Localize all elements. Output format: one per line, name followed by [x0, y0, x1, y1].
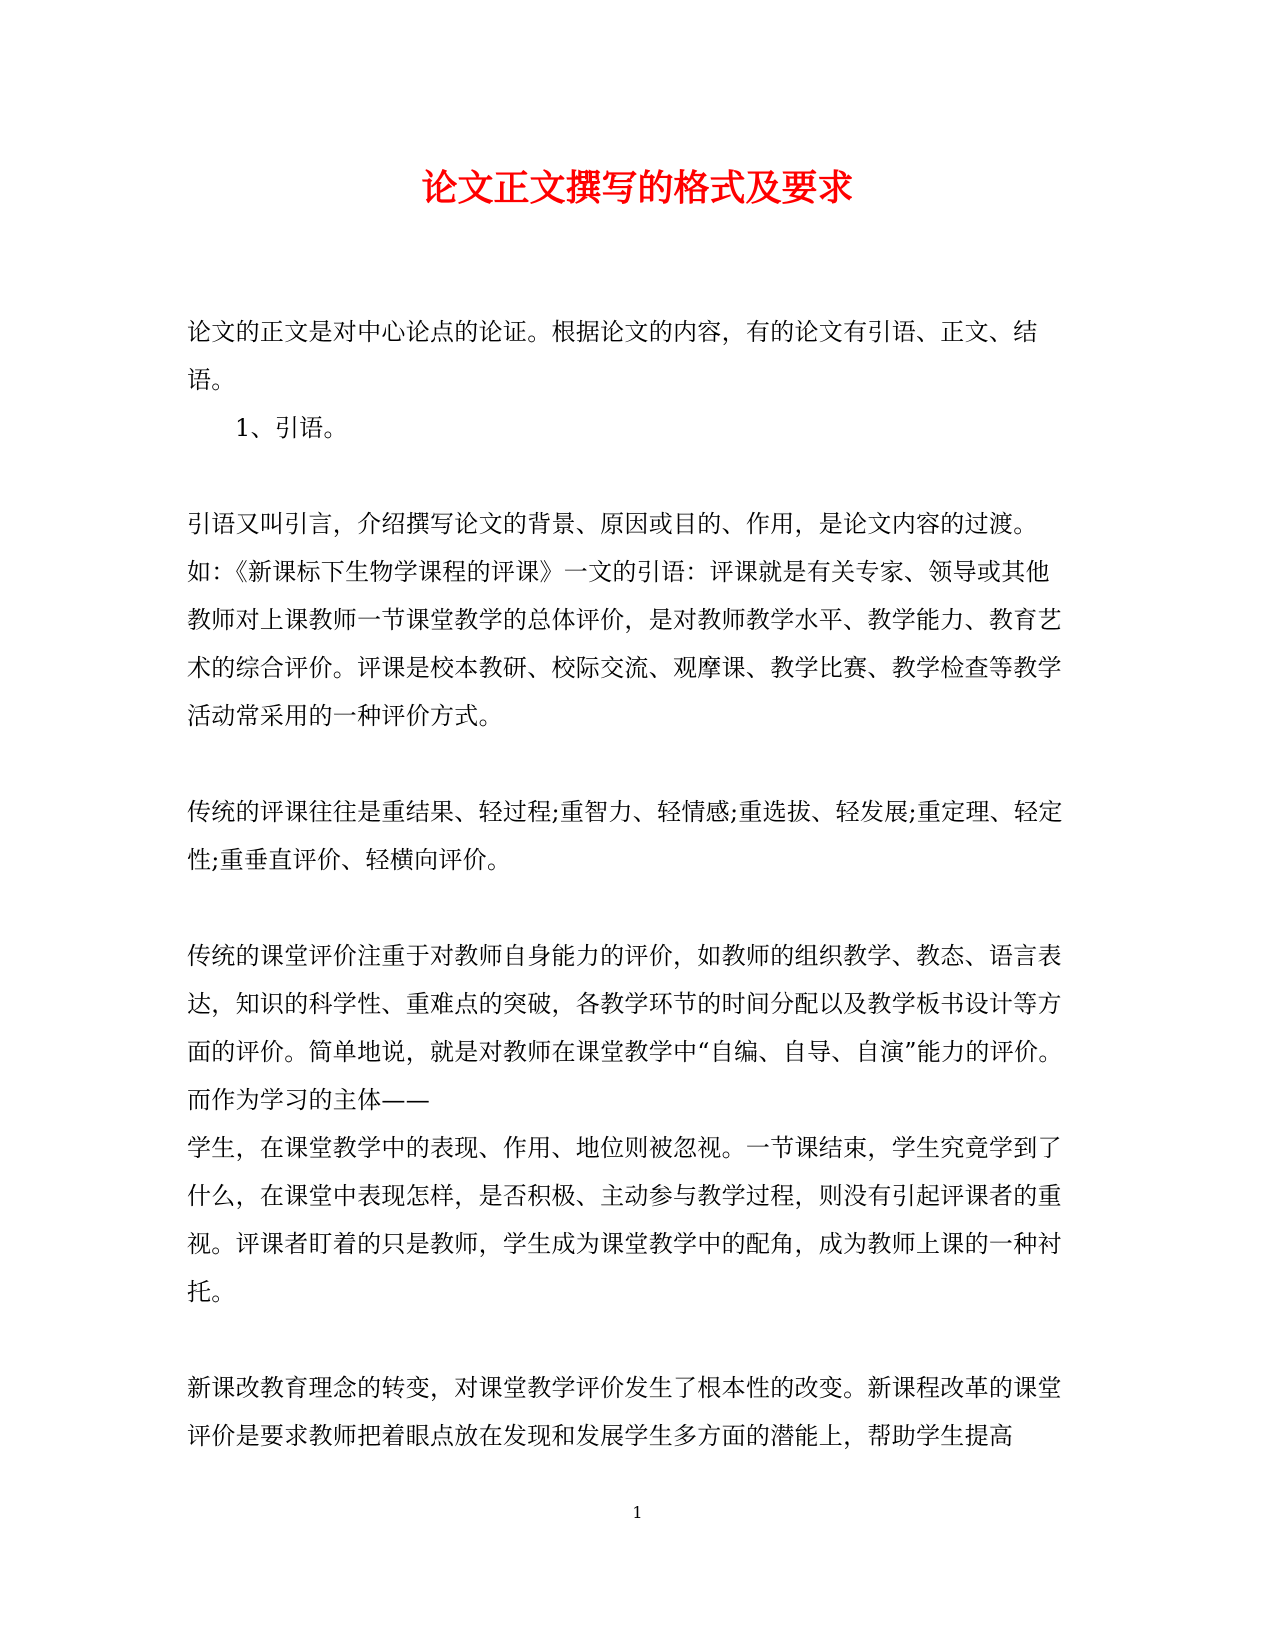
- paragraph-gap: [187, 740, 1067, 788]
- paragraph-heading-1: 1、引语。: [235, 414, 348, 442]
- paragraph-student-role: 学生，在课堂教学中的表现、作用、地位则被忽视。一节课结束，学生究竟学到了什么，在课堂中表现怎样，是否积极、主动参与教学过程，则没有引起评课者的重视。评课者盯着的只是教师，学生成为课堂教学中的配角，成为教师上课的一种衬托。: [187, 1134, 1062, 1306]
- paragraph-classroom-evaluation: 传统的课堂评价注重于对教师自身能力的评价，如教师的组织教学、教态、语言表达，知识的科学性、重难点的突破，各教学环节的时间分配以及教学板书设计等方面的评价。简单地说，就是对教师在课堂教学中“自编、自导、自演”能力的评价。而作为学习的主体——: [187, 942, 1063, 1114]
- body-text: [187, 308, 1067, 1460]
- paragraph-intro: 论文的正文是对中心论点的论证。根据论文的内容，有的论文有引语、正文、结语。: [187, 318, 1038, 394]
- page-number: 1: [632, 1503, 643, 1522]
- paragraph-intro-definition: 引语又叫引言，介绍撰写论文的背景、原因或目的、作用，是论文内容的过渡。如：《新课标下生物学课程的评课》一文的引语：评课就是有关专家、领导或其他教师对上课教师一节课堂教学的总体评价，是对教师教学水平、教学能力、教育艺术的综合评价。评课是校本教研、校际交流、观摩课、教学比赛、教学检查等教学活动常采用的一种评价方式。: [187, 510, 1062, 730]
- document-title: 论文正文撰写的格式及要求: [421, 167, 854, 209]
- paragraph-gap: [187, 884, 1067, 932]
- paragraph-gap: [187, 452, 1067, 500]
- paragraph-traditional-evaluation: 传统的评课往往是重结果、轻过程;重智力、轻情感;重选拔、轻发展;重定理、轻定性;重垂直评价、轻横向评价。: [187, 798, 1063, 874]
- paragraph-gap: [187, 1316, 1067, 1364]
- paragraph-new-curriculum: 新课改教育理念的转变，对课堂教学评价发生了根本性的改变。新课程改革的课堂评价是要求教师把着眼点放在发现和发展学生多方面的潜能上，帮助学生提高: [187, 1374, 1062, 1450]
